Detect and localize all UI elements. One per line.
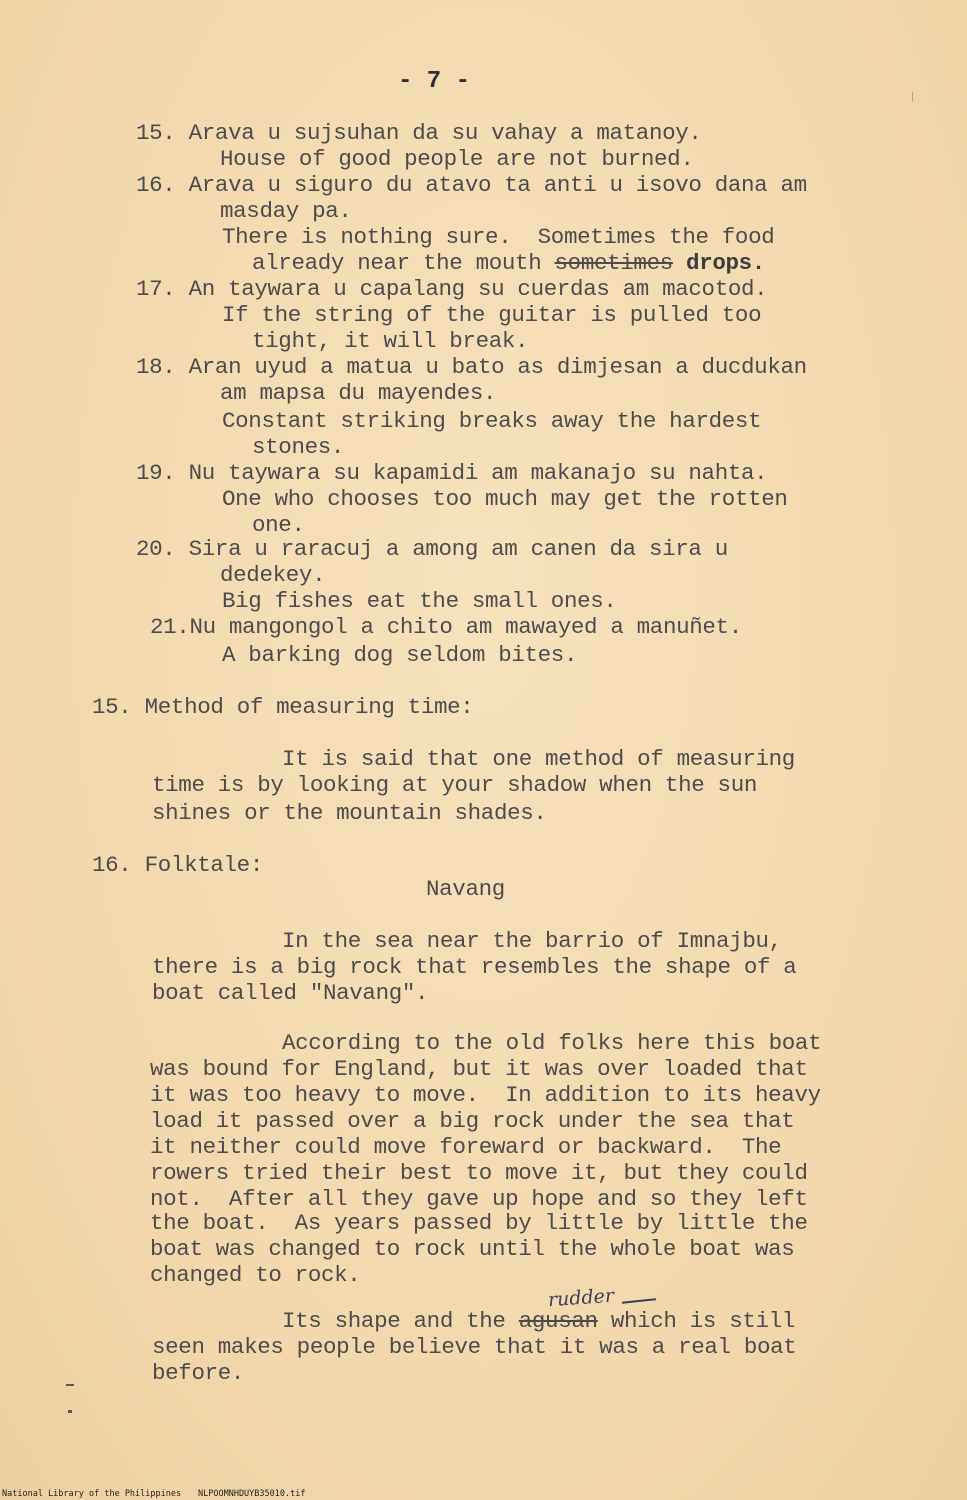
folktale-p2-line-1: According to the old folks here this boat	[282, 1030, 822, 1056]
proverb-18-translation-cont: stones.	[252, 434, 345, 460]
proverb-19-translation: One who chooses too much may get the rotten	[222, 486, 788, 512]
folktale-p1-line-2: there is a big rock that resembles the shape of a	[152, 954, 797, 980]
proverb-15-original: 15. Arava u sujsuhan da su vahay a matanoy.	[136, 120, 702, 146]
section-15-text-3: shines or the mountain shades.	[152, 800, 547, 826]
folktale-p3-line-1: Its shape and the agusan which is still	[282, 1308, 795, 1334]
section-16-heading: 16. Folktale:	[92, 852, 263, 878]
proverb-15-translation: House of good people are not burned.	[220, 146, 694, 172]
margin-mark	[66, 1384, 74, 1386]
proverb-20-original: 20. Sira u raracuj a among am canen da sira u	[136, 536, 728, 562]
section-15-heading: 15. Method of measuring time:	[92, 694, 474, 720]
proverb-17-translation-cont: tight, it will break.	[252, 328, 529, 354]
folktale-p2-line-7: not. After all they gave up hope and so they left	[150, 1186, 808, 1212]
folktale-p3-line-2: seen makes people believe that it was a real boat	[152, 1334, 797, 1360]
margin-mark	[68, 1410, 72, 1413]
proverb-21-original: 21.Nu mangongol a chito am mawayed a manuñet.	[150, 614, 742, 640]
folktale-p2-line-3: it was too heavy to move. In addition to its heavy	[150, 1082, 821, 1108]
folktale-title: Navang	[426, 876, 505, 902]
folktale-p2-line-6: rowers tried their best to move it, but they could	[150, 1160, 808, 1186]
proverb-17-translation: If the string of the guitar is pulled too	[222, 302, 762, 328]
proverb-19-original: 19. Nu taywara su kapamidi am makanajo su nahta.	[136, 460, 768, 486]
proverb-18-translation: Constant striking breaks away the hardest	[222, 408, 762, 434]
folktale-p2-line-9: boat was changed to rock until the whole boat was	[150, 1236, 795, 1262]
folktale-p2-line-5: it neither could move foreward or backward. The	[150, 1134, 782, 1160]
folktale-p1-line-1: In the sea near the barrio of Imnajbu,	[282, 928, 782, 954]
proverb-17-original: 17. An taywara u capalang su cuerdas am macotod.	[136, 276, 768, 302]
folktale-p3-line-3: before.	[152, 1360, 245, 1386]
proverb-18-original: 18. Aran uyud a matua u bato as dimjesan a ducdukan	[136, 354, 807, 380]
folktale-p2-line-8: the boat. As years passed by little by little the	[150, 1210, 808, 1236]
handwritten-dash	[622, 1298, 656, 1304]
proverb-16-translation-cont: already near the mouth sometimes drops.	[252, 250, 765, 276]
page-number: - 7 -	[398, 68, 471, 95]
section-15-text-2: time is by looking at your shadow when the sun	[152, 772, 758, 798]
proverb-20-translation: Big fishes eat the small ones.	[222, 588, 617, 614]
struck-word: sometimes	[554, 250, 673, 276]
proverb-21-translation: A barking dog seldom bites.	[222, 642, 578, 668]
folktale-p2-line-2: was bound for England, but it was over loaded that	[150, 1056, 808, 1082]
proverb-16-original-cont: masday pa.	[220, 198, 352, 224]
folktale-p2-line-4: load it passed over a big rock under the sea that	[150, 1108, 795, 1134]
proverb-19-translation-cont: one.	[252, 512, 305, 538]
margin-mark	[912, 92, 913, 102]
section-15-text-1: It is said that one method of measuring	[282, 746, 795, 772]
proverb-16-translation: There is nothing sure. Sometimes the food	[222, 224, 775, 250]
proverb-16-original: 16. Arava u siguro du atavo ta anti u isovo dana am	[136, 172, 807, 198]
proverb-18-original-cont: am mapsa du mayendes.	[220, 380, 497, 406]
folktale-p1-line-3: boat called "Navang".	[152, 980, 429, 1006]
footer-file: NLPOOMNHDUYB35010.tif	[198, 1489, 306, 1499]
struck-word: agusan	[518, 1308, 598, 1334]
proverb-20-original-cont: dedekey.	[220, 562, 326, 588]
footer-library: National Library of the Philippines	[2, 1489, 182, 1499]
handwritten-correction: rudder	[547, 1284, 615, 1312]
folktale-p2-line-10: changed to rock.	[150, 1262, 361, 1288]
